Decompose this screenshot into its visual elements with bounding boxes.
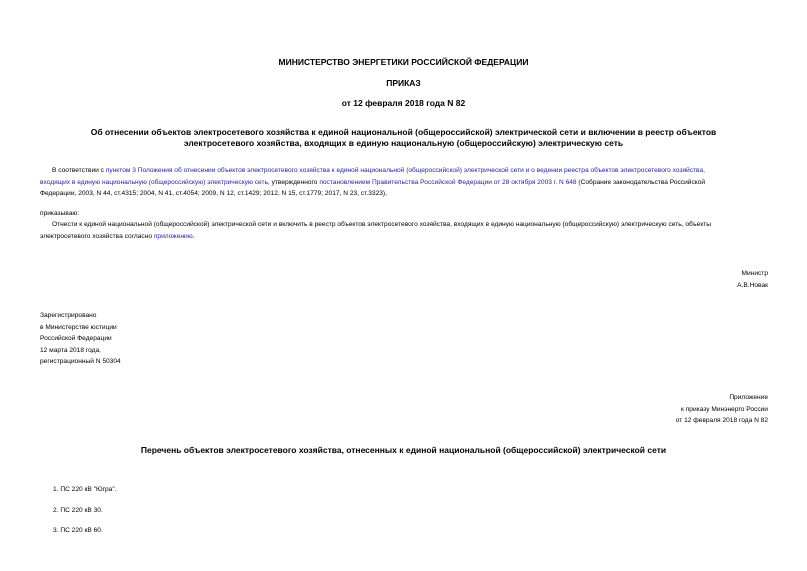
preamble-mid: , утвержденного xyxy=(267,178,320,186)
preamble-link-regulation[interactable]: пунктом 3 Положения об отнесении объектов электросетевого хозяйства к единой национальной (общероссийской) электрической сети и о ведении реестра объектов электросетевого хозяйства, xyxy=(105,167,705,174)
doc-title-line-2: электросетевого хозяйства, входящих в единую национальную (общероссийскую) электрическую сеть xyxy=(183,138,624,148)
list-title: Перечень объектов электросетевого хозяйства, отнесенных к единой национальной (общероссийской) электрической сети xyxy=(140,445,667,455)
appendix-ref-line: к приказу Минэнерго России xyxy=(681,405,768,413)
preamble-suffix: (Собрание законодательства Российской xyxy=(576,178,706,186)
appendix-ref-line: от 12 февраля 2018 года N 82 xyxy=(675,417,768,424)
preamble-line-3: Федерации, 2003, N 44, ст.4315; 2004, N 41, ст.4054; 2009, N 12, ст.1429; 2012, N 15, ст.1779; 2017, N 23, ст.3323), xyxy=(40,190,387,197)
registration-line: Зарегистрировано xyxy=(40,312,97,319)
order-line-1: Отнести к единой национальной (общероссийской) электрической сети и включить в реестр объектов электросетевого хозяйства, входящих в единую национальную (общероссийскую) электрическую сеть, объекты xyxy=(52,221,712,228)
doc-title-line-1: Об отнесении объектов электросетевого хозяйства к единой национальной (общероссийской) электрической сети и включении в реестр объектов xyxy=(90,127,717,137)
signature-block xyxy=(737,268,768,291)
preamble-paragraph xyxy=(40,165,780,200)
preamble-link-regulation-cont[interactable]: входящих в единую национальную (общероссийскую) электрическую сеть xyxy=(40,178,268,186)
registration-line: в Министерстве юстиции xyxy=(40,323,117,331)
order-word: приказываю: xyxy=(40,210,80,217)
list-item: 2. ПС 220 кВ 30. xyxy=(53,507,103,514)
list-item: 1. ПС 220 кВ "Югра". xyxy=(53,486,117,493)
appendix-reference-block xyxy=(676,392,768,427)
appendix-link[interactable]: приложению xyxy=(153,232,193,240)
ministry-heading: МИНИСТЕРСТВО ЭНЕРГЕТИКИ РОССИЙСКОЙ ФЕДЕРАЦИИ xyxy=(278,57,529,67)
order-line-2 xyxy=(40,231,780,243)
preamble-link-resolution[interactable]: постановлением Правительства Российской Федерации от 28 октября 2003 г. N 648 xyxy=(319,178,577,186)
registration-line: Российской Федерации xyxy=(40,335,112,342)
preamble-line-1 xyxy=(40,165,780,177)
signature-name: А.В.Новак xyxy=(737,281,768,289)
doc-title xyxy=(0,127,807,149)
registration-line: регистрационный N 50304 xyxy=(40,358,121,365)
doc-type-heading: ПРИКАЗ xyxy=(386,78,421,88)
order-line-2-prefix: электросетевого хозяйства согласно xyxy=(40,232,154,240)
order-line-2-suffix: . xyxy=(192,232,195,240)
list-item: 3. ПС 220 кВ 60. xyxy=(53,527,103,534)
registration-line: 12 марта 2018 года, xyxy=(40,346,101,354)
preamble-prefix: В соответствии с xyxy=(52,167,106,174)
doc-date-number: от 12 февраля 2018 года N 82 xyxy=(341,98,466,108)
signature-position: Министр xyxy=(741,270,768,277)
preamble-line-2 xyxy=(40,177,780,189)
order-paragraph xyxy=(40,219,780,242)
registration-block xyxy=(40,310,121,368)
appendix-ref-line: Приложение xyxy=(729,394,768,401)
